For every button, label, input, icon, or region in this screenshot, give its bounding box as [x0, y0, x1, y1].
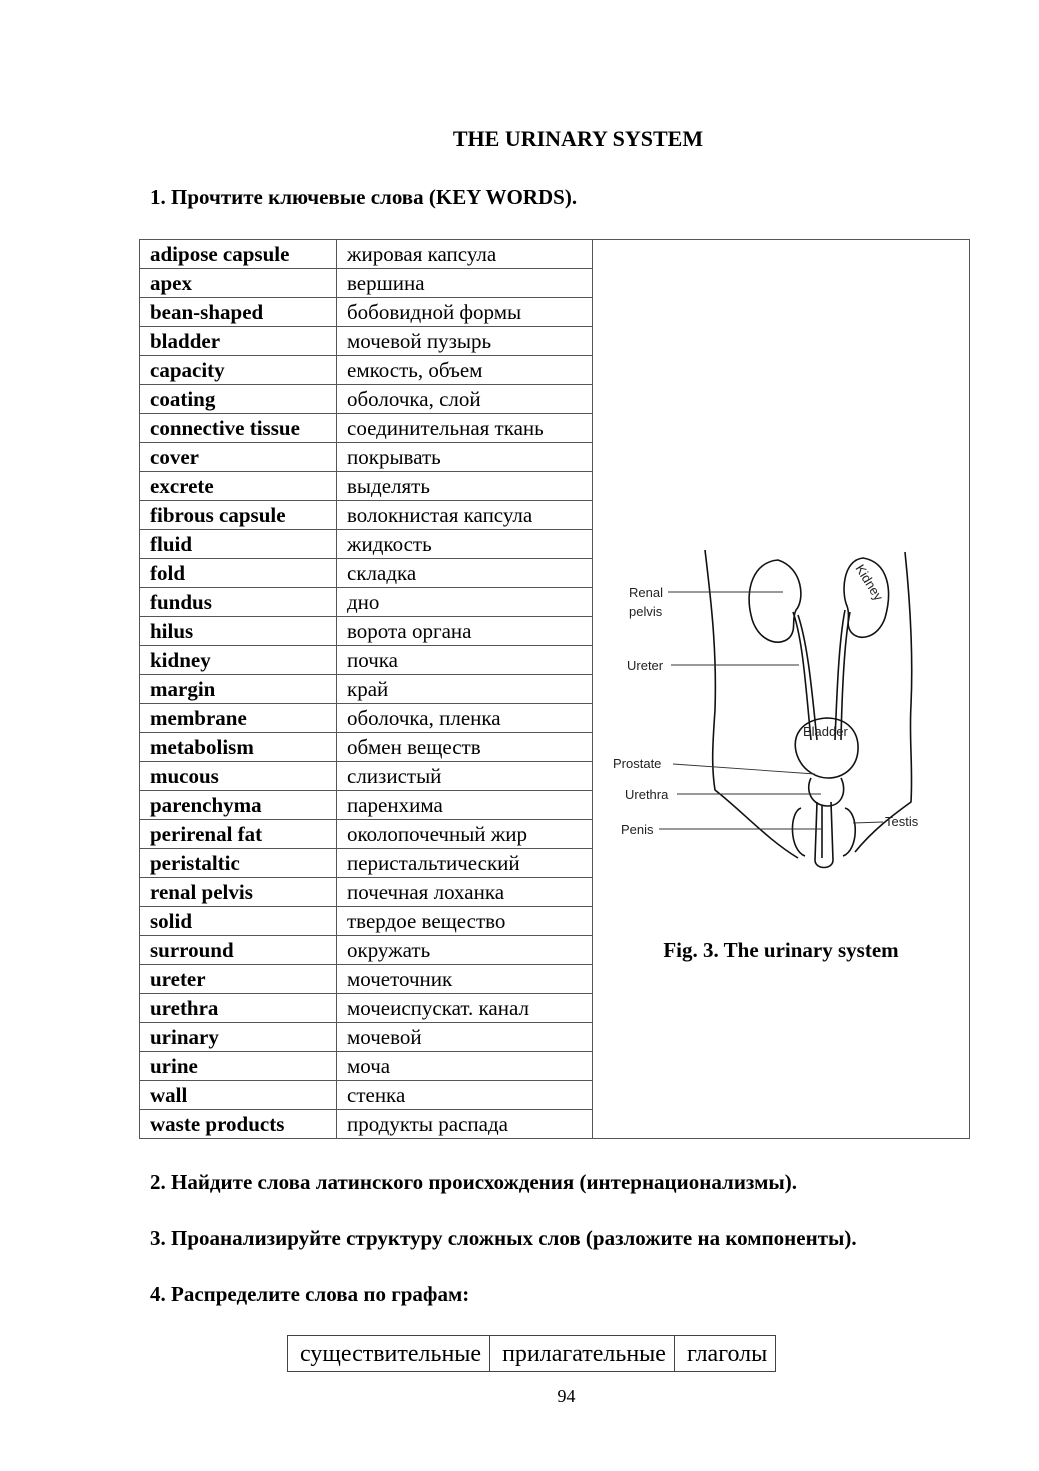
keyword-row	[140, 240, 970, 269]
keyword-english: waste products	[140, 1110, 337, 1139]
keyword-english: fluid	[140, 530, 337, 559]
figure-caption: Fig. 3. The urinary system	[663, 938, 899, 962]
label-bladder: Bladder	[803, 724, 848, 739]
keyword-english: parenchyma	[140, 791, 337, 820]
keyword-english: membrane	[140, 704, 337, 733]
keyword-russian: слизистый	[337, 762, 593, 791]
keyword-russian: емкость, объем	[337, 356, 593, 385]
keyword-russian: твердое вещество	[337, 907, 593, 936]
label-kidney: Kidney	[852, 561, 887, 604]
label-penis: Penis	[621, 822, 654, 837]
keyword-english: renal pelvis	[140, 878, 337, 907]
keyword-russian: окружать	[337, 936, 593, 965]
keyword-russian: жидкость	[337, 530, 593, 559]
keyword-russian: складка	[337, 559, 593, 588]
keyword-russian: выделять	[337, 472, 593, 501]
keyword-russian: оболочка, слой	[337, 385, 593, 414]
keyword-russian: перистальтический	[337, 849, 593, 878]
keyword-russian: край	[337, 675, 593, 704]
keyword-english: excrete	[140, 472, 337, 501]
keyword-russian: обмен веществ	[337, 733, 593, 762]
keyword-english: peristaltic	[140, 849, 337, 878]
keyword-russian: почка	[337, 646, 593, 675]
label-pelvis: pelvis	[629, 604, 663, 619]
urinary-system-diagram	[593, 540, 969, 880]
keyword-english: connective tissue	[140, 414, 337, 443]
keyword-english: metabolism	[140, 733, 337, 762]
keyword-english: fibrous capsule	[140, 501, 337, 530]
page-number: 94	[557, 1386, 576, 1406]
keyword-russian: оболочка, пленка	[337, 704, 593, 733]
task-2: 2. Найдите слова латинского происхождения (интернационализмы).	[150, 1170, 798, 1194]
keyword-english: perirenal fat	[140, 820, 337, 849]
keyword-russian: стенка	[337, 1081, 593, 1110]
keyword-english: adipose capsule	[140, 240, 337, 269]
keywords-table	[139, 239, 970, 1139]
task-3: 3. Проанализируйте структуру сложных слов (разложите на компоненты).	[150, 1226, 857, 1250]
word-class-columns	[287, 1335, 776, 1372]
keyword-english: surround	[140, 936, 337, 965]
keyword-english: wall	[140, 1081, 337, 1110]
keyword-english: cover	[140, 443, 337, 472]
keyword-english: bladder	[140, 327, 337, 356]
column-nouns: существительные	[288, 1336, 490, 1372]
task-4: 4. Распределите слова по графам:	[150, 1282, 470, 1306]
keyword-english: fold	[140, 559, 337, 588]
keyword-english: mucous	[140, 762, 337, 791]
column-adjectives: прилагательные	[490, 1336, 675, 1372]
label-renal: Renal	[629, 585, 663, 600]
keyword-english: margin	[140, 675, 337, 704]
keyword-russian: мочевой пузырь	[337, 327, 593, 356]
label-urethra: Urethra	[625, 787, 669, 802]
keyword-english: kidney	[140, 646, 337, 675]
label-ureter: Ureter	[627, 658, 664, 673]
keyword-russian: волокнистая капсула	[337, 501, 593, 530]
keyword-russian: дно	[337, 588, 593, 617]
keyword-english: ureter	[140, 965, 337, 994]
keyword-russian: вершина	[337, 269, 593, 298]
keyword-english: hilus	[140, 617, 337, 646]
keyword-english: bean-shaped	[140, 298, 337, 327]
label-prostate: Prostate	[613, 756, 662, 771]
task-1: 1. Прочтите ключевые слова (KEY WORDS).	[150, 185, 578, 209]
keyword-russian: паренхима	[337, 791, 593, 820]
keyword-english: urethra	[140, 994, 337, 1023]
keyword-russian: моча	[337, 1052, 593, 1081]
figure-cell	[593, 240, 970, 1139]
keyword-russian: бобовидной формы	[337, 298, 593, 327]
keyword-english: capacity	[140, 356, 337, 385]
column-verbs: глаголы	[674, 1336, 775, 1372]
keyword-russian: мочеточник	[337, 965, 593, 994]
keyword-english: urine	[140, 1052, 337, 1081]
keyword-russian: ворота органа	[337, 617, 593, 646]
keyword-russian: околопочечный жир	[337, 820, 593, 849]
keyword-russian: соединительная ткань	[337, 414, 593, 443]
keyword-english: solid	[140, 907, 337, 936]
label-testis: Testis	[885, 814, 919, 829]
keyword-russian: мочевой	[337, 1023, 593, 1052]
keyword-russian: жировая капсула	[337, 240, 593, 269]
keyword-russian: продукты распада	[337, 1110, 593, 1139]
keyword-english: urinary	[140, 1023, 337, 1052]
keyword-russian: почечная лоханка	[337, 878, 593, 907]
keyword-english: coating	[140, 385, 337, 414]
keyword-english: fundus	[140, 588, 337, 617]
keyword-russian: покрывать	[337, 443, 593, 472]
page-title: THE URINARY SYSTEM	[452, 126, 704, 151]
keyword-english: apex	[140, 269, 337, 298]
keyword-russian: мочеиспускат. канал	[337, 994, 593, 1023]
